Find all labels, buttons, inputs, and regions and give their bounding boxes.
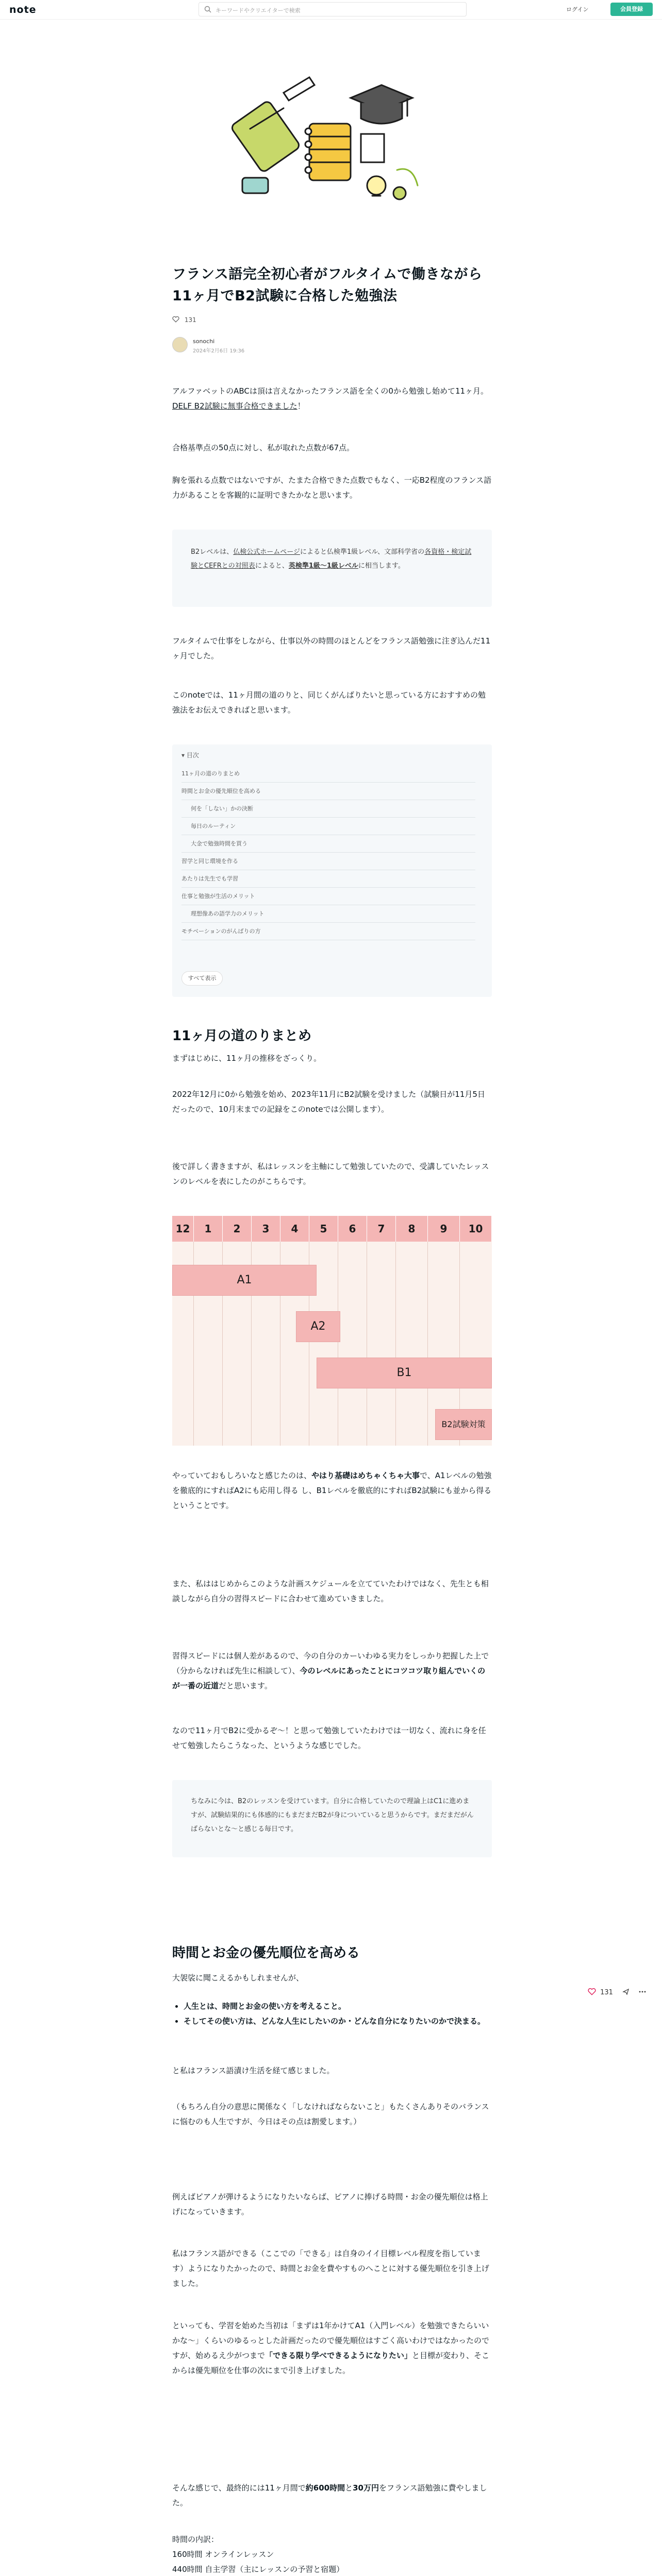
toc-item[interactable]: 大金で勉強時間を買う [181, 835, 475, 853]
level-bar-a2: A2 [296, 1311, 340, 1342]
list-item [184, 1999, 488, 2014]
post-date: 2024年2月6日 19:36 [193, 348, 245, 354]
toc-item[interactable]: 仕事と勉強が生活のメリット [181, 888, 475, 905]
month-cell: 12 [172, 1216, 194, 1242]
text: 習得スピードには個人差があるので、今の自分のカーいわゆる実力をしっかり把握した上で（分からなければ先生に相談して）、 [172, 1651, 489, 1675]
toc-item[interactable]: 毎日のルーティン [181, 818, 475, 835]
info-box-current [172, 1780, 492, 1857]
search-icon [204, 6, 211, 13]
intro-paragraph-5: このnoteでは、11ヶ月間の道のりと、同じくがんばりたいと思っている方におすすめの勉強法をお伝えできればと思います。 [172, 690, 486, 715]
heart-icon [172, 316, 179, 323]
info-box-text [191, 545, 474, 573]
month-column [367, 1242, 396, 1446]
list-item [184, 2014, 488, 2029]
search-placeholder: キーワードやクリエイターで検索 [216, 7, 301, 14]
month-cell: 3 [252, 1216, 280, 1242]
toc-item[interactable]: 習学と同じ環境を作る [181, 853, 475, 870]
box-text: によると仏検準1級レベル、文部科学省の [300, 548, 425, 556]
author-block[interactable] [172, 336, 378, 357]
article-title: フランス語完全初心者がフルタイムで働きながら11ヶ月でB2試験に合格した勉強法 [172, 266, 483, 304]
eiken-level: 英検準1級〜1級レベル [288, 562, 358, 570]
toc-item[interactable]: 時間とお金の優先順位を高める [181, 783, 475, 800]
text: だと思います。 [219, 1681, 272, 1690]
box-text: に相当します。 [358, 562, 405, 570]
section1-paragraph-1: まずはじめに、11ヶ月の推移をざっくり。 [172, 1054, 322, 1063]
month-cell: 2 [223, 1216, 252, 1242]
month-cell: 4 [280, 1216, 309, 1242]
level-bar-b2-prep: B2試験対策 [435, 1409, 492, 1440]
month-cell: 5 [309, 1216, 338, 1242]
text: をフランス語勉強に費やしました。 [172, 2483, 487, 2507]
site-header [0, 0, 662, 20]
key-points-list [184, 1999, 488, 2029]
list-item-text: そしてその使い方は、どんな人生にしたいのか・どんな自分になりたいのかで決まる。 [184, 2016, 486, 2026]
heart-icon[interactable] [588, 1988, 596, 1995]
emphasis: 約600時間 [305, 2483, 345, 2493]
like-row[interactable] [172, 316, 196, 324]
month-column [396, 1242, 428, 1446]
like-count: 131 [184, 316, 196, 324]
month-cell: 6 [338, 1216, 367, 1242]
month-cell: 7 [367, 1216, 396, 1242]
emphasis: 「できる限り学べできるようになりたい」 [265, 2351, 412, 2360]
intro-paragraph-4: フルタイムで仕事をしながら、仕事以外の時間のほとんどをフランス語勉強に注ぎ込んだ11ヶ月でした。 [172, 636, 491, 660]
info-box-text: ちなみに今は、B2のレッスンを受けています。自分に合格していたので理論上はC1に進めますが、試験結果的にも体感的にもまだまだB2が身についていると思うからです。まだまだがんばらないとな〜と感じる毎日です。 [191, 1798, 474, 1833]
hero-illustration [222, 67, 438, 216]
section2-paragraph-4: 例えばピアノが弾けるようになりたいならば、ピアノに捧げる時間・お金の優先順位は格上げになっていきます。 [172, 2192, 488, 2216]
section1-paragraph-5: また、私ははじめからこのような計画スケジュールを立てていたわけではなく、先生とも相談しながら自分の習得スピードに合わせて進めていきました。 [172, 1579, 489, 1603]
time-breakdown-heading: 時間の内訳： [172, 2535, 219, 2544]
intro-text-end: ！ [297, 401, 305, 411]
time-breakdown-item: 160時間 オンラインレッスン [172, 2550, 274, 2559]
section2-paragraph-3: （もちろん自分の意思に関係なく「しなければならないこと」もたくさんありそのバランスに悩むのも人生ですが、今日はその点は割愛します。） [172, 2102, 489, 2126]
level-bar-a1: A1 [172, 1265, 317, 1296]
section1-paragraph-6 [172, 1649, 492, 1693]
toc-heading-label: 目次 [186, 752, 199, 759]
section2-paragraph-7 [172, 2481, 492, 2511]
intro-paragraph-3: 胸を張れる点数ではないですが、たまた合格できた点数でもなく、一応B2程度のフランス語力があることを客観的に証明できたかなと思います。 [172, 476, 492, 500]
section-heading-1: 11ヶ月の道のりまとめ [172, 1028, 312, 1044]
author-name[interactable]: sonochi [193, 338, 215, 345]
list-item-text: 人生とは、時間とお金の使い方を考えること。 [184, 2002, 346, 2011]
avatar[interactable] [172, 337, 188, 352]
info-box-b2 [172, 530, 492, 607]
note-logo[interactable]: note [9, 4, 37, 15]
month-column [338, 1242, 367, 1446]
table-of-contents [172, 744, 492, 997]
section2-paragraph-2: と私はフランス語漬け生活を経て感じました。 [172, 2066, 335, 2075]
text: といっても、学習を始めた当初は「まずは1年かけてA1（入門レベル）を勉強できたらいいかな〜」くらいのゆるっとした計画だったので優先順位はすごく高いわけではなかったのですが、始めるえ少がつまで [172, 2321, 490, 2360]
section2-paragraph-5: 私はフランス語ができる（ここでの「できる」は自身のイイ目標レベル程度を指しています）ようになりたかったので、時間とお金を費やすものへことに対する優先順位を引き上げました。 [172, 2249, 489, 2288]
toc-item[interactable]: あたりは先生でも学習 [181, 870, 475, 888]
month-cell: 1 [194, 1216, 223, 1242]
delf-result-link[interactable]: DELF B2試験に無事合格できました [172, 401, 297, 411]
section1-paragraph-2: 2022年12月に0から勉強を始め、2023年11月にB2試験を受けました（試験日が11月5日だったので、10月末までの記録をこのnoteでは公開します）。 [172, 1090, 485, 1114]
month-cell: 8 [396, 1216, 428, 1242]
emphasis: やはり基礎はめちゃくちゃ大事 [311, 1471, 420, 1480]
month-cell: 9 [428, 1216, 460, 1242]
like-count: 131 [600, 1989, 613, 1996]
toc-item[interactable]: 11ヶ月の道のりまとめ [181, 765, 475, 783]
section-heading-2: 時間とお金の優先順位を高める [172, 1945, 360, 1961]
toc-item[interactable]: 何を「しない」かの決断 [181, 800, 475, 818]
section2-paragraph-1: 大袈裟に聞こえるかもしれませんが、 [172, 1973, 304, 1982]
box-text: B2レベルは、 [191, 548, 234, 556]
share-icon[interactable] [622, 1988, 630, 1995]
section2-paragraph-6 [172, 2318, 492, 2378]
more-options-icon[interactable] [639, 1988, 646, 1995]
intro-text: アルファベットのABCは頂は言えなかったフランス語を全くの0から勉強し始めて11ヶ月。 [172, 386, 489, 396]
time-breakdown-item: 440時間 自主学習（主にレッスンの予習と宿題） [172, 2565, 344, 2574]
toc-item[interactable]: 理想像あの語学力のメリット [181, 905, 475, 923]
login-link[interactable]: ログイン [566, 6, 589, 13]
floating-actions [588, 1988, 646, 1996]
emphasis: 30万円 [353, 2483, 379, 2493]
emphasis: 今のレベルにあったことにコツコツ取り組んでいくのが一番の近道 [172, 1666, 486, 1690]
level-bar-b1: B1 [317, 1358, 492, 1388]
toc-heading[interactable]: ▾ 目次 [181, 752, 199, 759]
text: で、A1レベルの勉強を徹底的にすればA2にも応用し得る し、B1レベルを徹底的にすればB2試験にも並から得るということです。 [172, 1471, 492, 1510]
box-text: によると、 [255, 562, 289, 570]
signup-button[interactable]: 会員登録 [610, 3, 653, 16]
intro-paragraph-1 [172, 384, 492, 414]
text: そんな感じで、最終的には11ヶ月間で [172, 2483, 306, 2493]
toc-show-all-button[interactable]: すべて表示 [181, 971, 223, 986]
section1-paragraph-7: なので11ヶ月でB2に受かるぞ〜！と思って勉強していたわけでは一切なく、流れに身を任せて勉強したらこうなった、というような感じでした。 [172, 1726, 486, 1750]
intro-paragraph-2: 合格基準点の50点に対し、私が取れた点数が67点。 [172, 443, 355, 452]
lesson-schedule-table [172, 1216, 492, 1446]
cefr-table-link[interactable]: 各資格・検定試験とCEFRとの対照表 [191, 548, 472, 570]
futsuken-link[interactable]: 仏検公式ホームページ [233, 548, 300, 556]
month-cell: 10 [460, 1216, 492, 1242]
text: と目標が変わり、そこからは優先順位を仕事の次にまで引き上げました。 [172, 2351, 490, 2375]
search-input[interactable] [198, 2, 467, 16]
text: と [345, 2483, 353, 2493]
text: やっていておもしろいなと感じたのは、 [172, 1471, 312, 1480]
section1-paragraph-4 [172, 1468, 492, 1513]
toc-item[interactable]: モチベーションのがんばりの方 [181, 923, 475, 940]
section1-paragraph-3: 後で詳しく書きますが、私はレッスンを主軸にして勉強していたので、受講していたレッスンのレベルを表にしたのがこちらです。 [172, 1162, 489, 1186]
